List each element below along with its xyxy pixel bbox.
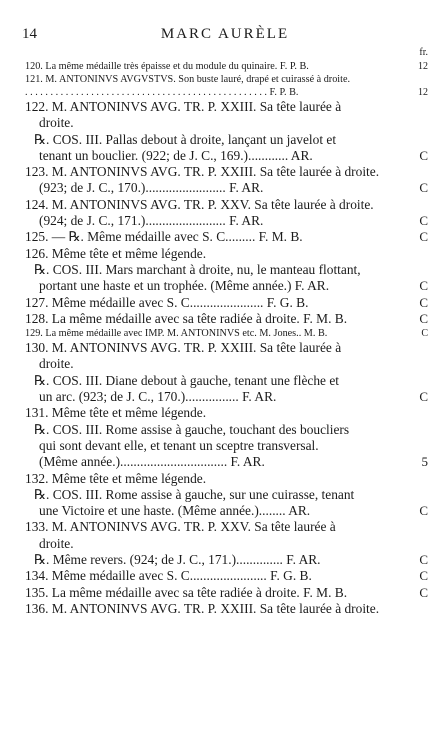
catalogue-line xyxy=(0,86,446,99)
line-text: 130. M. ANTONINVS AVG. TR. P. XXIII. Sa tête laurée à xyxy=(25,340,342,356)
catalogue-line xyxy=(0,568,446,584)
catalogue-line xyxy=(0,438,446,454)
catalogue-line xyxy=(0,454,446,470)
rarity-mark: C xyxy=(419,229,428,245)
rarity-mark: C xyxy=(419,552,428,568)
catalogue-line xyxy=(0,552,446,568)
line-text: tenant un bouclier. (922; de J. C., 169.)............ AR. xyxy=(39,147,313,163)
rarity-mark: 5 xyxy=(421,454,428,470)
line-text: 125. — ℞. Même médaille avec S. C......... F. M. B. xyxy=(25,229,303,245)
catalogue-entries xyxy=(0,60,446,617)
line-text: 123. M. ANTONINVS AVG. TR. P. XXIII. Sa tête laurée à droite. xyxy=(25,164,380,180)
catalogue-line xyxy=(0,180,446,196)
line-text: une Victoire et une haste. (Même année.)........ AR. xyxy=(39,503,311,519)
line-text: 133. M. ANTONINVS AVG. TR. P. XXV. Sa tête laurée à xyxy=(25,519,336,535)
line-text: 128. La même médaille avec sa tête radiée à droite. F. M. B. xyxy=(25,310,348,326)
catalogue-line xyxy=(0,73,446,86)
catalogue-line xyxy=(0,99,446,115)
running-header xyxy=(22,26,428,46)
rarity-mark: C xyxy=(419,568,428,584)
catalogue-line xyxy=(0,311,446,327)
line-text: un arc. (923; de J. C., 170.)................ F. AR. xyxy=(39,389,277,405)
line-text: 127. Même médaille avec S. C...................... F. G. B. xyxy=(25,294,309,310)
catalogue-line xyxy=(0,213,446,229)
line-text: 120. La même médaille très épaisse et du module du quinaire. F. P. B. xyxy=(25,61,309,72)
rarity-mark: C xyxy=(419,294,428,310)
line-text: ℞. Même revers. (924; de J. C., 171.).............. F. AR. xyxy=(34,552,321,568)
catalogue-line xyxy=(0,327,446,340)
catalogue-line xyxy=(0,536,446,552)
catalogue-line xyxy=(0,115,446,131)
line-text: qui sont devant elle, et tenant un sceptre transversal. xyxy=(39,437,319,453)
catalogue-line xyxy=(0,422,446,438)
catalogue-line xyxy=(0,519,446,535)
line-text: ℞. COS. III. Rome assise à gauche, touchant des boucliers xyxy=(34,421,350,437)
catalogue-line xyxy=(0,340,446,356)
catalogue-line xyxy=(0,405,446,421)
line-text: (923; de J. C., 170.)........................ F. AR. xyxy=(39,180,264,196)
rarity-mark: C xyxy=(419,180,428,196)
catalogue-line xyxy=(0,262,446,278)
catalogue-line xyxy=(0,295,446,311)
line-text: 126. Même tête et même légende. xyxy=(25,245,207,261)
catalogue-line xyxy=(0,503,446,519)
rarity-mark: C xyxy=(421,328,428,340)
rarity-mark: C xyxy=(419,584,428,600)
rarity-mark: 12 xyxy=(418,61,428,72)
line-text: ℞. COS. III. Rome assise à gauche, sur une cuirasse, tenant xyxy=(34,486,355,502)
line-text: 135. La même médaille avec sa tête radiée à droite. F. M. B. xyxy=(25,584,348,600)
rarity-column-head: fr. xyxy=(419,47,428,58)
line-text: 121. M. ANTONINVS AVGVSTVS. Son buste lauré, drapé et cuirassé à droite. xyxy=(25,74,351,85)
line-text: droite. xyxy=(39,356,74,372)
line-text: droite. xyxy=(39,115,74,131)
line-text: 136. M. ANTONINVS AVG. TR. P. XXIII. Sa tête laurée à droite. xyxy=(25,600,380,616)
catalogue-line xyxy=(0,246,446,262)
line-text: droite. xyxy=(39,535,74,551)
catalogue-line xyxy=(0,471,446,487)
rarity-mark: C xyxy=(419,310,428,326)
rarity-mark: 12 xyxy=(418,87,428,98)
catalogue-line xyxy=(0,197,446,213)
rarity-mark: C xyxy=(419,213,428,229)
catalogue-line xyxy=(0,585,446,601)
line-text: 124. M. ANTONINVS AVG. TR. P. XXV. Sa tête laurée à droite. xyxy=(25,196,374,212)
line-text: (924; de J. C., 171.)........................ F. AR. xyxy=(39,213,264,229)
rarity-mark: C xyxy=(419,147,428,163)
catalogue-line xyxy=(0,487,446,503)
rarity-mark: C xyxy=(419,389,428,405)
line-text: . . . . . . . . . . . . . . . . . . . . . . . . . . . . . . . . . . . . . . . . . . . . . . . . F. P. B. xyxy=(25,87,299,98)
line-text: 131. Même tête et même légende. xyxy=(25,405,207,421)
catalogue-line xyxy=(0,373,446,389)
running-title: MARC AURÈLE xyxy=(160,26,290,42)
catalogue-line xyxy=(0,229,446,245)
catalogue-line xyxy=(0,148,446,164)
line-text: ℞. COS. III. Diane debout à gauche, tenant une flèche et xyxy=(34,372,339,388)
line-text: ℞. COS. III. Mars marchant à droite, nu, le manteau flottant, xyxy=(34,261,361,277)
line-text: 122. M. ANTONINVS AVG. TR. P. XXIII. Sa tête laurée à xyxy=(25,99,342,114)
line-text: portant une haste et un trophée. (Même année.) F. AR. xyxy=(39,278,330,294)
catalogue-line xyxy=(0,60,446,73)
line-text: (Même année.)................................ F. AR. xyxy=(39,454,265,470)
rarity-mark: C xyxy=(419,503,428,519)
line-text: 132. Même tête et même légende. xyxy=(25,470,207,486)
catalogue-line xyxy=(0,389,446,405)
catalogue-line xyxy=(0,132,446,148)
line-text: 134. Même médaille avec S. C....................... F. G. B. xyxy=(25,568,312,584)
page-number: 14 xyxy=(22,26,37,42)
catalogue-line xyxy=(0,601,446,617)
catalogue-line xyxy=(0,278,446,294)
line-text: ℞. COS. III. Pallas debout à droite, lançant un javelot et xyxy=(34,131,337,147)
rarity-mark: C xyxy=(419,278,428,294)
catalogue-line xyxy=(0,356,446,372)
catalogue-line xyxy=(0,164,446,180)
line-text: 129. La même médaille avec IMP. M. ANTONINVS etc. M. Jones.. M. B. xyxy=(25,328,328,340)
